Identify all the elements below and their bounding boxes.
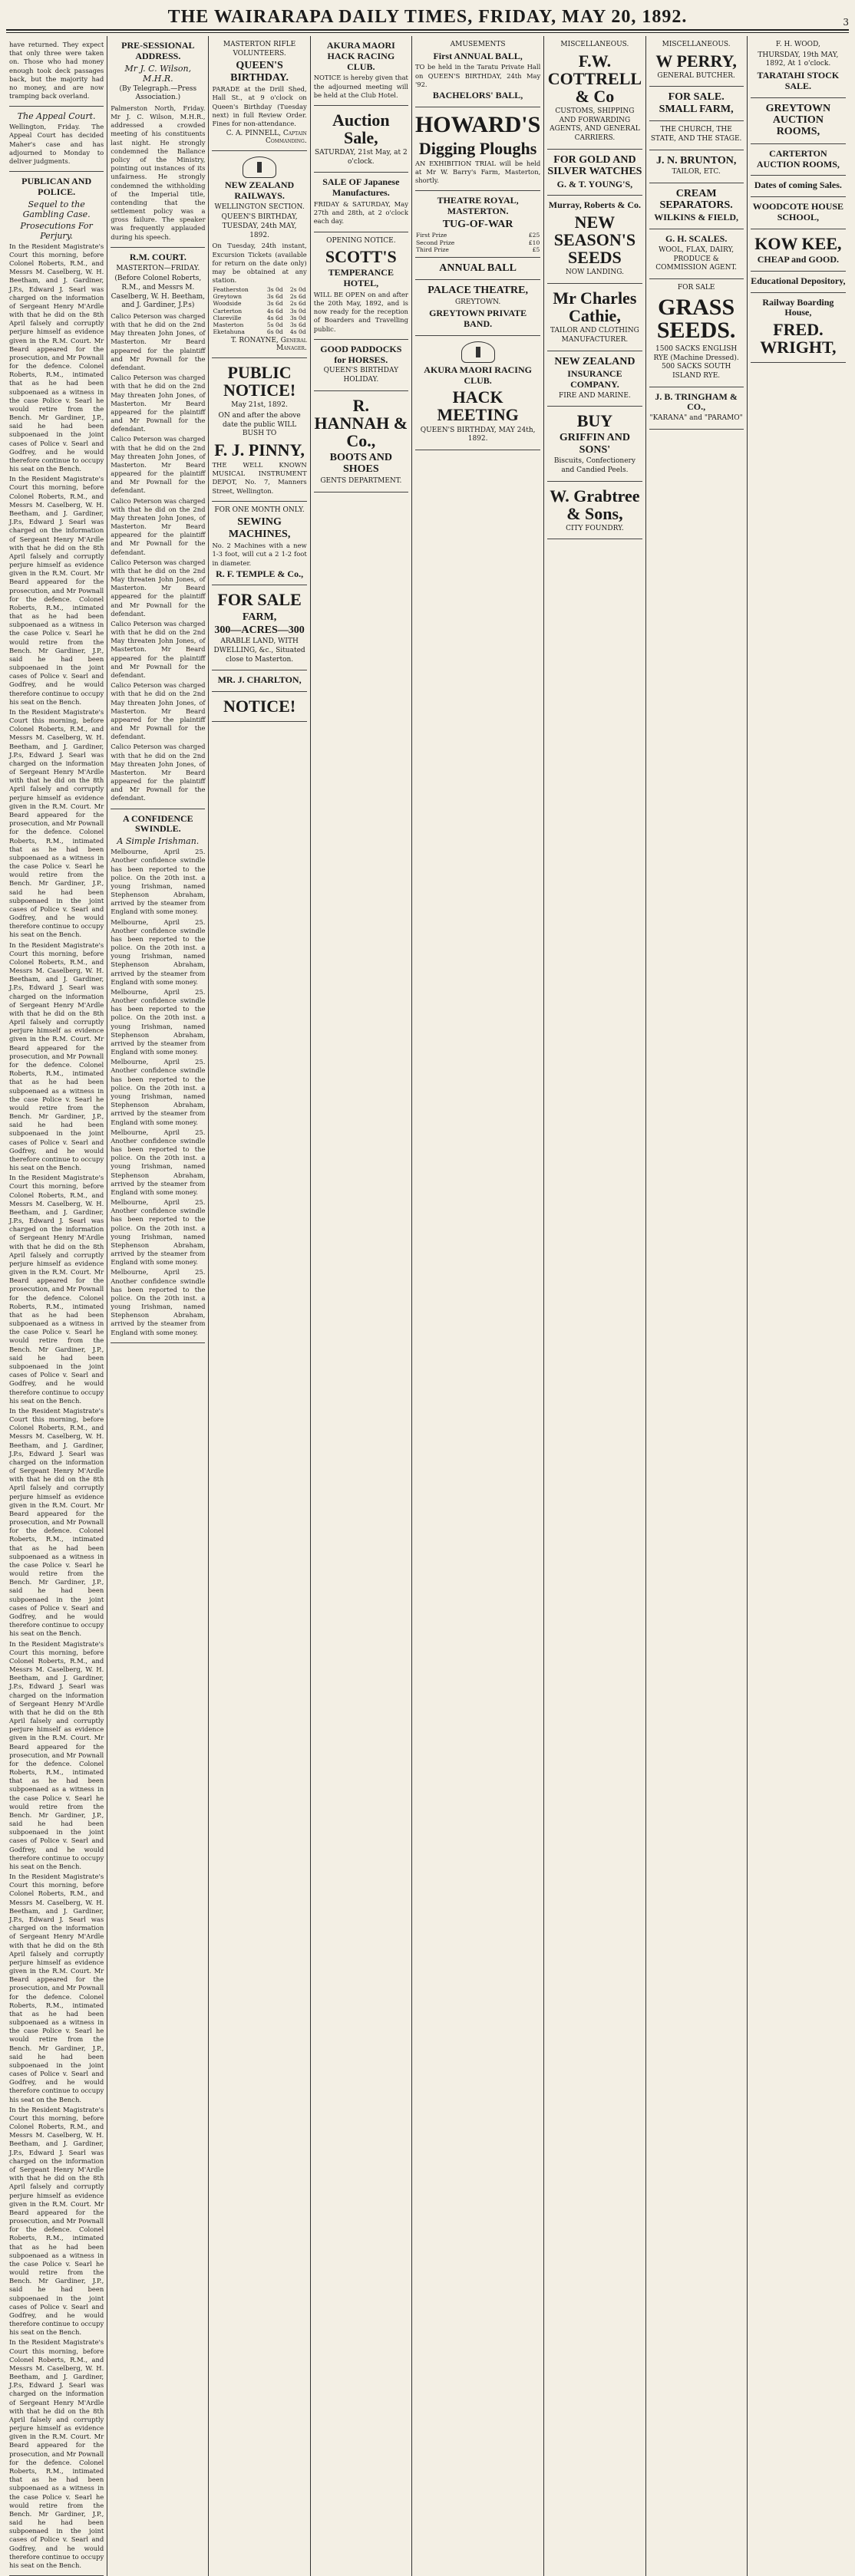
article-text: Melbourne, April 25. Another confidence swindle has been reported to the police. On the 20th inst. a young Irishman, named Stephenson Abraham, arrived by the steamer from England with some money. <box>111 917 206 986</box>
article-heading: PRE-SESSIONAL ADDRESS. <box>121 40 195 61</box>
ad-subheading: GENERAL BUTCHER. <box>657 71 735 80</box>
ad-title: HOWARD'S <box>414 111 541 137</box>
article-subheading: A Simple Irishman. <box>117 836 200 847</box>
fare-row <box>212 300 306 307</box>
fare-row <box>212 328 306 335</box>
ad-cottrell <box>547 36 642 150</box>
ad-nz-insurance <box>547 351 642 407</box>
news-pre-sessional <box>111 36 205 248</box>
fare-row <box>212 315 306 321</box>
fare-row <box>212 286 306 293</box>
ad-title: FOR SALE <box>217 590 302 610</box>
ad-subheading: TAILOR AND CLOTHING MANUFACTURER. <box>550 327 639 344</box>
ad-crabtree <box>547 482 642 540</box>
article-text: Calico Peterson was charged with that he did on the 2nd May threaten John Jones, of Masterton. Mr Beard appeared for the plaintiff and Mr Pownall for the defendant. <box>111 311 206 371</box>
ad-howards-ploughs <box>415 107 540 192</box>
article-text: Calico Peterson was charged with that he did on the 2nd May threaten John Jones, of Masterton. Mr Beard appeared for the plaintiff and Mr Pownall for the defendant. <box>111 496 206 556</box>
fare-price: 2s 6d <box>289 293 306 301</box>
ad-small-farm <box>649 87 744 121</box>
ad-railway-boarding <box>751 293 846 364</box>
ad-title: W PERRY, <box>655 51 737 71</box>
article-text: In the Resident Magistrate's Court this morning, before Colonel Roberts, R.M., and Messrs M. Caselberg, W. H. Beetham, and J. Gardiner, J.P.s, Edward J. Searl was charged on the information of Sergeant Henry M'Ardle with that he did on the 8th April falsely and corruptly perjure himself as evidence given in the R.M. Court. Mr Beard appeared for the prosecution, and Mr Pownall for the defence. Colonel Roberts, R.M., intimated that as he had been subpoenaed as a witness in the case Police v. Searl he would retire from the Bench. Mr Gardiner, J.P., said he had been subpoenaed in the joint cases of Police v. Searl and Godfrey, and he would therefore continue to occupy his seat on the Bench. <box>9 707 104 939</box>
fare-row <box>212 321 306 328</box>
ad-subheading: TEMPERANCE HOTEL, <box>328 267 394 289</box>
ad-educational-depository <box>751 272 846 293</box>
prize-table <box>415 232 540 252</box>
ad-title: BACHELORS' BALL, <box>432 90 523 100</box>
ad-subheading: "KARANA" and "PARAMO" <box>649 414 743 423</box>
column-8 <box>748 36 849 2576</box>
ad-title: GRASS SEEDS. <box>656 294 736 343</box>
prize-label: First Prize <box>415 232 447 239</box>
ad-sewing-machines <box>212 502 306 586</box>
news-item-returned <box>9 36 104 107</box>
ad-title: THEATRE ROYAL, MASTERTON. <box>437 195 519 217</box>
article-heading: The Appeal Court. <box>17 111 96 122</box>
ad-title: F.W. COTTRELL & Co <box>547 51 642 106</box>
article-text: In the Resident Magistrate's Court this morning, before Colonel Roberts, R.M., and Messrs M. Caselberg, W. H. Beetham, and J. Gardiner, J.P.s, Edward J. Searl was charged on the information of Sergeant Henry M'Ardle with that he did on the 8th April falsely and corruptly perjure himself as evidence given in the R.M. Court. Mr Beard appeared for the prosecution, and Mr Pownall for the defence. Colonel Roberts, R.M., intimated that as he had been subpoenaed as a witness in the case Police v. Searl he would retire from the Bench. Mr Gardiner, J.P., said he had been subpoenaed in the joint cases of Police v. Searl and Godfrey, and he would therefore continue to occupy his seat on the Bench. <box>9 475 104 706</box>
fare-station: Featherston <box>213 286 249 294</box>
article-subheading: Sequel to the Gambling Case. <box>22 199 91 219</box>
ad-brunton <box>649 150 744 183</box>
article-text: Calico Peterson was charged with that he did on the 2nd May threaten John Jones, of Masterton. Mr Beard appeared for the plaintiff and Mr Pownall for the defendant. <box>111 743 206 802</box>
ad-akura-racing <box>415 336 540 450</box>
ad-title: NOTICE! <box>223 697 296 716</box>
article-text: Melbourne, April 25. Another confidence swindle has been reported to the police. On the 20th inst. a young Irishman, named Stephenson Abraham, arrived by the steamer from England with some money. <box>111 1128 206 1196</box>
ad-heading: MASTERTON RIFLE VOLUNTEERS. <box>223 41 296 58</box>
ad-title: SCOTT'S <box>325 247 397 267</box>
ad-title: PALACE THEATRE, <box>428 285 528 297</box>
ad-name: R. F. TEMPLE & Co., <box>216 568 304 579</box>
news-appeal-court <box>9 107 104 172</box>
masthead <box>6 5 849 31</box>
ad-title: ANNUAL BALL <box>439 262 517 274</box>
fare-price: 3s 0d <box>289 307 306 315</box>
ad-text: 1500 SACKS ENGLISH RYE (Machine Dressed). 500 SACKS SOUTH ISLAND RYE. <box>653 344 739 380</box>
ad-text: QUEEN'S BIRTHDAY HOLIDAY. <box>323 367 399 384</box>
column-4 <box>311 36 412 2576</box>
crown-emblem-icon <box>243 156 276 178</box>
ad-hannah <box>314 391 408 492</box>
ad-date: QUEEN'S BIRTHDAY, MAY 24th, 1892. <box>420 426 536 443</box>
horse-emblem-icon <box>461 341 495 363</box>
columns <box>6 36 849 2569</box>
ad-title: FOR GOLD AND SILVER WATCHES <box>547 153 642 178</box>
ad-text: THE WELL KNOWN MUSICAL INSTRUMENT DEPOT, No. 7, Manners Street, Wellington. <box>212 461 307 495</box>
ad-grass-seeds <box>649 279 744 387</box>
fare-station: Woodside <box>213 300 242 308</box>
fare-station: Masterton <box>213 321 244 328</box>
article-text: Melbourne, April 25. Another confidence swindle has been reported to the police. On the 20th inst. a young Irishman, named Stephenson Abraham, arrived by the steamer from England with some money. <box>111 987 206 1056</box>
column-1 <box>6 36 107 2576</box>
fare-price: 4s 6d <box>266 314 283 321</box>
article-byline: (Before Colonel Roberts, R.M., and Messrs M. Caselberg, W. H. Beetham, and J. Gardiner, J.P.s) <box>111 275 206 310</box>
ad-text: CUSTOMS, SHIPPING AND FORWARDING AGENTS, AND GENERAL CARRIERS. <box>550 107 640 143</box>
article-text: In the Resident Magistrate's Court this morning, before Colonel Roberts, R.M., and Messrs M. Caselberg, W. H. Beetham, and J. Gardiner, J.P.s, Edward J. Searl was charged on the information of Sergeant Henry M'Ardle with that he did on the 8th April falsely and corruptly perjure himself as evidence given in the R.M. Court. Mr Beard appeared for the prosecution, and Mr Pownall for the defence. Colonel Roberts, R.M., intimated that as he had been subpoenaed as a witness in the case Police v. Searl he would retire from the Bench. Mr Gardiner, J.P., said he had been subpoenaed in the joint cases of Police v. Searl and Godfrey, and he would therefore continue to occupy his seat on the Bench. <box>9 1873 104 2103</box>
masthead-title: THE WAIRARAPA DAILY TIMES, FRIDAY, MAY 20, 1892. <box>167 7 688 27</box>
column-6 <box>544 36 645 2576</box>
article-text: In the Resident Magistrate's Court this morning, before Colonel Roberts, R.M., and Messrs M. Caselberg, W. H. Beetham, and J. Gardiner, J.P.s, Edward J. Searl was charged on the information of Sergeant Henry M'Ardle with that he did on the 8th April falsely and corruptly perjure himself as evidence given in the R.M. Court. Mr Beard appeared for the prosecution, and Mr Pownall for the defence. Colonel Roberts, R.M., intimated that as he had been subpoenaed as a witness in the case Police v. Searl he would retire from the Bench. Mr Gardiner, J.P., said he had been subpoenaed in the joint cases of Police v. Searl and Godfrey, and he would therefore continue to occupy his seat on the Bench. <box>9 1639 104 1870</box>
ad-subheading: BOOTS AND SHOES <box>329 452 392 476</box>
ad-hack-racing <box>314 36 408 106</box>
ad-title: KOW KEE, <box>754 233 842 253</box>
fare-price: 3s 6d <box>266 293 283 301</box>
ad-church-state <box>649 121 744 150</box>
ad-title: PUBLIC NOTICE! <box>223 362 296 400</box>
prize-label: Second Prize <box>415 239 455 246</box>
fare-table <box>212 286 306 335</box>
article-text: Melbourne, April 25. Another confidence swindle has been reported to the police. On the 20th inst. a young Irishman, named Stephenson Abraham, arrived by the steamer from England with some money. <box>111 848 206 916</box>
ad-name: F. J. PINNY, <box>214 440 305 460</box>
article-text: Melbourne, April 25. Another confidence swindle has been reported to the police. On the 20th inst. a young Irishman, named Stephenson Abraham, arrived by the steamer from England with some money. <box>111 1058 206 1126</box>
fare-price: 2s 0d <box>289 286 306 294</box>
ad-subheading: CITY FOUNDRY. <box>566 524 624 532</box>
ad-subheading: Digging Ploughs <box>418 138 537 158</box>
ad-railways <box>212 151 306 358</box>
article-text: Calico Peterson was charged with that he did on the 2nd May threaten John Jones, of Masterton. Mr Beard appeared for the plaintiff and Mr Pownall for the defendant. <box>111 435 206 495</box>
ad-taratahi-stock <box>751 36 846 98</box>
ad-name: Murray, Roberts & Co. <box>548 199 642 211</box>
ad-notice <box>212 692 306 722</box>
fare-station: Eketahuna <box>213 328 245 335</box>
ad-public-notice <box>212 358 306 502</box>
ad-date: SATURDAY, 21st May, at 2 o'clock. <box>314 149 408 166</box>
ad-name: F. H. WOOD, <box>775 41 820 48</box>
column-5 <box>412 36 544 2576</box>
column-7 <box>646 36 748 2576</box>
ad-text: AN EXHIBITION TRIAL will be held at Mr W. Barry's Farm, Masterton, shortly. <box>414 159 541 185</box>
page-number: 3 <box>843 17 849 28</box>
article-byline: (By Telegraph.—Press Association.) <box>119 84 197 102</box>
ad-title: SEWING MACHINES, <box>228 516 291 540</box>
article-text: In the Resident Magistrate's Court this morning, before Colonel Roberts, R.M., and Messrs M. Caselberg, W. H. Beetham, and J. Gardiner, J.P.s, Edward J. Searl was charged on the information of Sergeant Henry M'Ardle with that he did on the 8th April falsely and corruptly perjure himself as evidence given in the R.M. Court. Mr Beard appeared for the prosecution, and Mr Pownall for the defence. Colonel Roberts, R.M., intimated that as he had been subpoenaed as a witness in the case Police v. Searl he would retire from the Bench. Mr Gardiner, J.P., said he had been subpoenaed in the joint cases of Police v. Searl and Godfrey, and he would therefore continue to occupy his seat on the Bench. <box>9 940 104 1172</box>
article-text: Calico Peterson was charged with that he did on the 2nd May threaten John Jones, of Masterton. Mr Beard appeared for the plaintiff and Mr Pownall for the defendant. <box>111 558 206 618</box>
ad-carterton-auction <box>751 144 846 176</box>
ad-title: SALE OF Japanese Manufactures. <box>322 176 400 199</box>
ad-subheading: GREYTOWN. <box>454 298 501 306</box>
ad-title: G. H. SCALES. <box>665 233 728 245</box>
fare-price: 3s 6d <box>289 321 306 328</box>
fare-price: 3s 6d <box>266 300 283 308</box>
fare-price: 4s 0d <box>289 328 306 335</box>
ad-watches <box>547 150 642 196</box>
news-confidence-swindle <box>111 809 205 1343</box>
article-subheading: Prosecutions For Perjury. <box>20 220 93 241</box>
ad-text: No. 2 Machines with a new 1-3 foot, will cut a 2 1-2 foot in diameter. <box>212 542 307 567</box>
masthead-rule <box>6 32 849 33</box>
ad-subheading: NOW LANDING. <box>565 268 624 277</box>
article-text: In the Resident Magistrate's Court this morning, before Colonel Roberts, R.M., and Messrs M. Caselberg, W. H. Beetham, and J. Gardiner, J.P.s, Edward J. Searl was charged on the information of Sergeant Henry M'Ardle with that he did on the 8th April falsely and corruptly perjure himself as evidence given in the R.M. Court. Mr Beard appeared for the prosecution, and Mr Pownall for the defence. Colonel Roberts, R.M., intimated that as he had been subpoenaed as a witness in the case Police v. Searl he would retire from the Bench. Mr Gardiner, J.P., said he had been subpoenaed in the joint cases of Police v. Searl and Godfrey, and he would therefore continue to occupy his seat on the Bench. <box>9 1174 104 1405</box>
ad-subheading: CHEAP and GOOD. <box>757 253 840 265</box>
ad-title: Dates of coming Sales. <box>754 180 842 191</box>
fare-price: 6s 0d <box>266 328 283 335</box>
ad-subheading: FARM, <box>242 611 277 623</box>
ad-charlton <box>212 670 306 692</box>
fare-station: Clareville <box>213 314 242 321</box>
ad-title: First ANNUAL BALL, <box>433 50 523 61</box>
ad-auction-sale <box>314 106 408 173</box>
ad-dates-of-sales <box>751 176 846 197</box>
ad-title: BUY <box>576 411 613 431</box>
ad-title: Auction Sale, <box>332 110 390 147</box>
news-publican-police <box>9 172 104 2576</box>
prize-row <box>415 232 540 239</box>
ad-acres: 300—ACRES—300 <box>214 624 305 636</box>
ad-title: QUEEN'S BIRTHDAY. <box>230 60 289 84</box>
column-2 <box>107 36 209 2576</box>
article-text: In the Resident Magistrate's Court this morning, before Colonel Roberts, R.M., and Messrs M. Caselberg, W. H. Beetham, and J. Gardiner, J.P.s, Edward J. Searl was charged on the information of Sergeant Henry M'Ardle with that he did on the 8th April falsely and corruptly perjure himself as evidence given in the R.M. Court. Mr Beard appeared for the prosecution, and Mr Pownall for the defence. Colonel Roberts, R.M., intimated that as he had been subpoenaed as a witness in the case Police v. Searl he would retire from the Bench. Mr Gardiner, J.P., said he had been subpoenaed in the joint cases of Police v. Searl and Godfrey, and he would therefore continue to occupy his seat on the Bench. <box>9 2338 104 2569</box>
ad-heading: OPENING NOTICE. <box>326 236 396 245</box>
ad-signature: T. RONAYNE, General Manager. <box>230 336 307 352</box>
ad-text: WILL BE OPEN on and after the 20th May, 1892, and is now ready for the reception of Boarders and Travelling public. <box>313 290 408 333</box>
ad-title: Educational Depository, <box>751 275 846 286</box>
prize-row <box>415 239 540 246</box>
ad-theatre-royal <box>415 191 540 257</box>
ad-title: MR. J. CHARLTON, <box>217 674 302 686</box>
ad-scales <box>649 229 744 279</box>
ad-text: ON and after the above date the public WILL BUSH TO <box>218 411 301 438</box>
ad-title: CARTERTON AUCTION ROOMS, <box>756 147 840 170</box>
ad-text: On Tuesday, 24th instant, Excursion Tickets (available for return on the date only) may be obtained at any station. <box>212 242 307 285</box>
ad-name: GRIFFIN AND SONS' <box>559 432 630 456</box>
ad-woodcote-school <box>751 197 846 229</box>
article-text: Calico Peterson was charged with that he did on the 2nd May threaten John Jones, of Masterton. Mr Beard appeared for the plaintiff and Mr Pownall for the defendant. <box>111 619 206 679</box>
ad-text: FRIDAY & SATURDAY, May 27th and 28th, at 2 o'clock each day. <box>313 200 408 226</box>
article-text: Melbourne, April 25. Another confidence swindle has been reported to the police. On the 20th inst. a young Irishman, named Stephenson Abraham, arrived by the steamer from England with some money. <box>111 1198 206 1267</box>
ad-subheading: GREYTOWN PRIVATE BAND. <box>429 308 527 329</box>
article-heading: PUBLICAN AND POLICE. <box>21 176 92 197</box>
ad-title: R. HANNAH & Co., <box>314 395 408 450</box>
ad-title: Railway Boarding House, <box>762 296 834 318</box>
prize-value: £25 <box>528 232 540 239</box>
ad-subheading: Biscuits, Confectionery and Candied Peels. <box>553 457 635 474</box>
ad-heading: AKURA MAORI HACK RACING CLUB. <box>326 40 395 72</box>
ad-title: AKURA MAORI RACING CLUB. <box>424 364 532 386</box>
ad-title: FOR SALE. SMALL FARM, <box>659 91 734 115</box>
ad-name: G. & T. YOUNG'S, <box>556 178 633 189</box>
ad-kow-kee <box>751 229 846 272</box>
ad-heading: NEW ZEALAND RAILWAYS. <box>225 180 295 201</box>
ad-subheading: INSURANCE COMPANY. <box>567 368 622 390</box>
article-subheading: MASTERTON—FRIDAY. <box>116 264 200 272</box>
article-heading: A CONFIDENCE SWINDLE. <box>123 812 193 835</box>
ad-griffin <box>547 407 642 481</box>
ad-subheading: GENTS DEPARTMENT. <box>320 476 402 485</box>
ad-annual-ball <box>415 258 540 280</box>
ad-subheading: WELLINGTON SECTION. <box>214 203 305 211</box>
ad-title: NEW ZEALAND <box>554 355 635 367</box>
news-rm-court <box>111 248 205 809</box>
section-heading: AMUSEMENTS <box>450 41 506 48</box>
ad-title: GREYTOWN AUCTION ROOMS, <box>765 102 831 138</box>
ad-date: THURSDAY, 19th MAY, 1892, At 1 o'clock. <box>758 51 839 68</box>
ad-title: GOOD PADDOCKS for HORSES. <box>320 343 402 365</box>
section-heading: MISCELLANEOUS. <box>560 41 629 48</box>
article-text: have returned. They expect that only three were taken on. Those who had money enough took deck passages back, but the majority had no money, and are now tramping back overland. <box>9 41 104 100</box>
fare-price: 3s 0d <box>266 286 283 294</box>
fare-station: Carterton <box>213 307 243 315</box>
article-text: Melbourne, April 25. Another confidence swindle has been reported to the police. On the 20th inst. a young Irishman, named Stephenson Abraham, arrived by the steamer from England with some money. <box>111 1268 206 1336</box>
ad-heading: FOR SALE <box>677 284 715 292</box>
ad-title: W. Grabtree & Sons, <box>550 486 640 523</box>
ad-title: THE CHURCH, THE STATE, AND THE STAGE. <box>650 126 742 143</box>
article-subheading: Mr J. C. Wilson, M.H.R. <box>124 63 192 84</box>
ad-farm-for-sale <box>212 585 306 670</box>
ad-title: WOODCOTE HOUSE SCHOOL, <box>752 201 844 223</box>
ad-palace-theatre <box>415 280 540 336</box>
ad-text: ARABLE LAND, WITH DWELLING, &c., Situated close to Masterton. <box>213 637 305 664</box>
prize-value: £5 <box>532 245 540 253</box>
ad-scotts-hotel <box>314 232 408 340</box>
fare-price: 5s 0d <box>266 321 283 328</box>
ad-name: WILKINS & FIELD, <box>654 212 738 223</box>
ad-subheading: QUEEN'S BIRTHDAY, TUESDAY, 24th MAY, 1892. <box>221 213 298 239</box>
ad-cathie <box>547 284 642 351</box>
ad-paddocks <box>314 340 408 391</box>
article-text: In the Resident Magistrate's Court this morning, before Colonel Roberts, R.M., and Messrs M. Caselberg, W. H. Beetham, and J. Gardiner, J.P.s, Edward J. Searl was charged on the information of Sergeant Henry M'Ardle with that he did on the 8th April falsely and corruptly perjure himself as evidence given in the R.M. Court. Mr Beard appeared for the prosecution, and Mr Pownall for the defence. Colonel Roberts, R.M., intimated that as he had been subpoenaed as a witness in the case Police v. Searl he would retire from the Bench. Mr Gardiner, J.P., said he had been subpoenaed in the joint cases of Police v. Searl and Godfrey, and he would therefore continue to occupy his seat on the Bench. <box>9 1406 104 1638</box>
prize-label: Third Prize <box>415 245 449 253</box>
article-text: Calico Peterson was charged with that he did on the 2nd May threaten John Jones, of Masterton. Mr Beard appeared for the plaintiff and Mr Pownall for the defendant. <box>111 681 206 741</box>
ad-name: FRED. WRIGHT, <box>760 320 837 357</box>
ad-signature: C. A. PINNELL, Captain Commanding. <box>226 130 307 146</box>
fare-row <box>212 293 306 300</box>
column-3 <box>209 36 310 2576</box>
ad-amusements <box>415 36 540 107</box>
article-text: In the Resident Magistrate's Court this morning, before Colonel Roberts, R.M., and Messrs M. Caselberg, W. H. Beetham, and J. Gardiner, J.P.s, Edward J. Searl was charged on the information of Sergeant Henry M'Ardle with that he did on the 8th April falsely and corruptly perjure himself as evidence given in the R.M. Court. Mr Beard appeared for the prosecution, and Mr Pownall for the defence. Colonel Roberts, R.M., intimated that as he had been subpoenaed as a witness in the case Police v. Searl he would retire from the Bench. Mr Gardiner, J.P., said he had been subpoenaed in the joint cases of Police v. Searl and Godfrey, and he would therefore continue to occupy his seat on the Bench. <box>9 242 104 473</box>
ad-title: NEW SEASON'S SEEDS <box>553 212 636 268</box>
ad-perry <box>649 36 744 87</box>
prize-value: £10 <box>528 239 540 246</box>
fare-price: 3s 0d <box>289 314 306 321</box>
ad-cream-separators <box>649 183 744 230</box>
ad-subheading: TAILOR, ETC. <box>672 168 721 176</box>
ad-tringham <box>649 387 744 430</box>
ad-murray-seeds <box>547 196 642 284</box>
fare-row <box>212 308 306 315</box>
fare-price: 4s 6d <box>266 307 283 315</box>
ad-text: PARADE at the Drill Shed, Hall St., at 9 o'clock on Queen's Birthday (Tuesday next) in full Review Order. Fines for non-attendance. <box>212 85 307 127</box>
ad-title: J. N. BRUNTON, <box>655 154 737 166</box>
article-text: Palmerston North, Friday. Mr J. C. Wilson, M.H.R., addressed a crowded meeting of his constituents last night. He strongly condemned the Ballance policy of the Ministry, pointing out instances of its unfairness. He strongly condemned the withholding of the Imperial title, contending that the settlement policy was a gross failure. The speaker was frequently applauded during his speech. <box>111 104 206 241</box>
ad-title: Mr Charles Cathie, <box>553 288 637 326</box>
ad-title: J. B. TRINGHAM & CO., <box>655 390 738 413</box>
ad-rifle-volunteers <box>212 36 306 151</box>
ad-title: TARATAHI STOCK SALE. <box>757 70 840 91</box>
ad-text: NOTICE is hereby given that the adjourned meeting will be held at the Club Hotel. <box>313 74 408 99</box>
ad-greytown-auction <box>751 98 846 144</box>
article-text: In the Resident Magistrate's Court this morning, before Colonel Roberts, R.M., and Messrs M. Caselberg, W. H. Beetham, and J. Gardiner, J.P.s, Edward J. Searl was charged on the information of Sergeant Henry M'Ardle with that he did on the 8th April falsely and corruptly perjure himself as evidence given in the R.M. Court. Mr Beard appeared for the prosecution, and Mr Pownall for the defence. Colonel Roberts, R.M., intimated that as he had been subpoenaed as a witness in the case Police v. Searl he would retire from the Bench. Mr Gardiner, J.P., said he had been subpoenaed in the joint cases of Police v. Searl and Godfrey, and he would therefore continue to occupy his seat on the Bench. <box>9 2105 104 2337</box>
ad-heading: FOR ONE MONTH ONLY. <box>214 506 305 514</box>
ad-subheading: HACK MEETING <box>437 387 519 425</box>
article-heading: R.M. COURT. <box>129 251 187 262</box>
ad-japanese <box>314 173 408 232</box>
ad-text: TO be held in the Taratu Private Hall on QUEEN'S BIRTHDAY, 24th May '92. <box>414 63 541 88</box>
ad-subheading: WOOL, FLAX, DAIRY, PRODUCE & COMMISSION AGENT. <box>655 246 738 272</box>
article-text: Wellington, Friday. The Appeal Court has decided Maher's case and has adjourned to Monday to deliver judgments. <box>9 123 104 165</box>
article-text: Calico Peterson was charged with that he did on the 2nd May threaten John Jones, of Masterton. Mr Beard appeared for the plaintiff and Mr Pownall for the defendant. <box>111 374 206 433</box>
ad-subheading: TUG-OF-WAR <box>442 219 513 230</box>
ad-date: May 21st, 1892. <box>231 401 288 410</box>
fare-station: Greytown <box>213 293 242 301</box>
ad-subheading: FIRE AND MARINE. <box>559 391 631 400</box>
prize-row <box>415 246 540 253</box>
ad-title: CREAM SEPARATORS. <box>659 187 733 212</box>
fare-price: 2s 6d <box>289 300 306 308</box>
section-heading: MISCELLANEOUS. <box>662 41 731 48</box>
